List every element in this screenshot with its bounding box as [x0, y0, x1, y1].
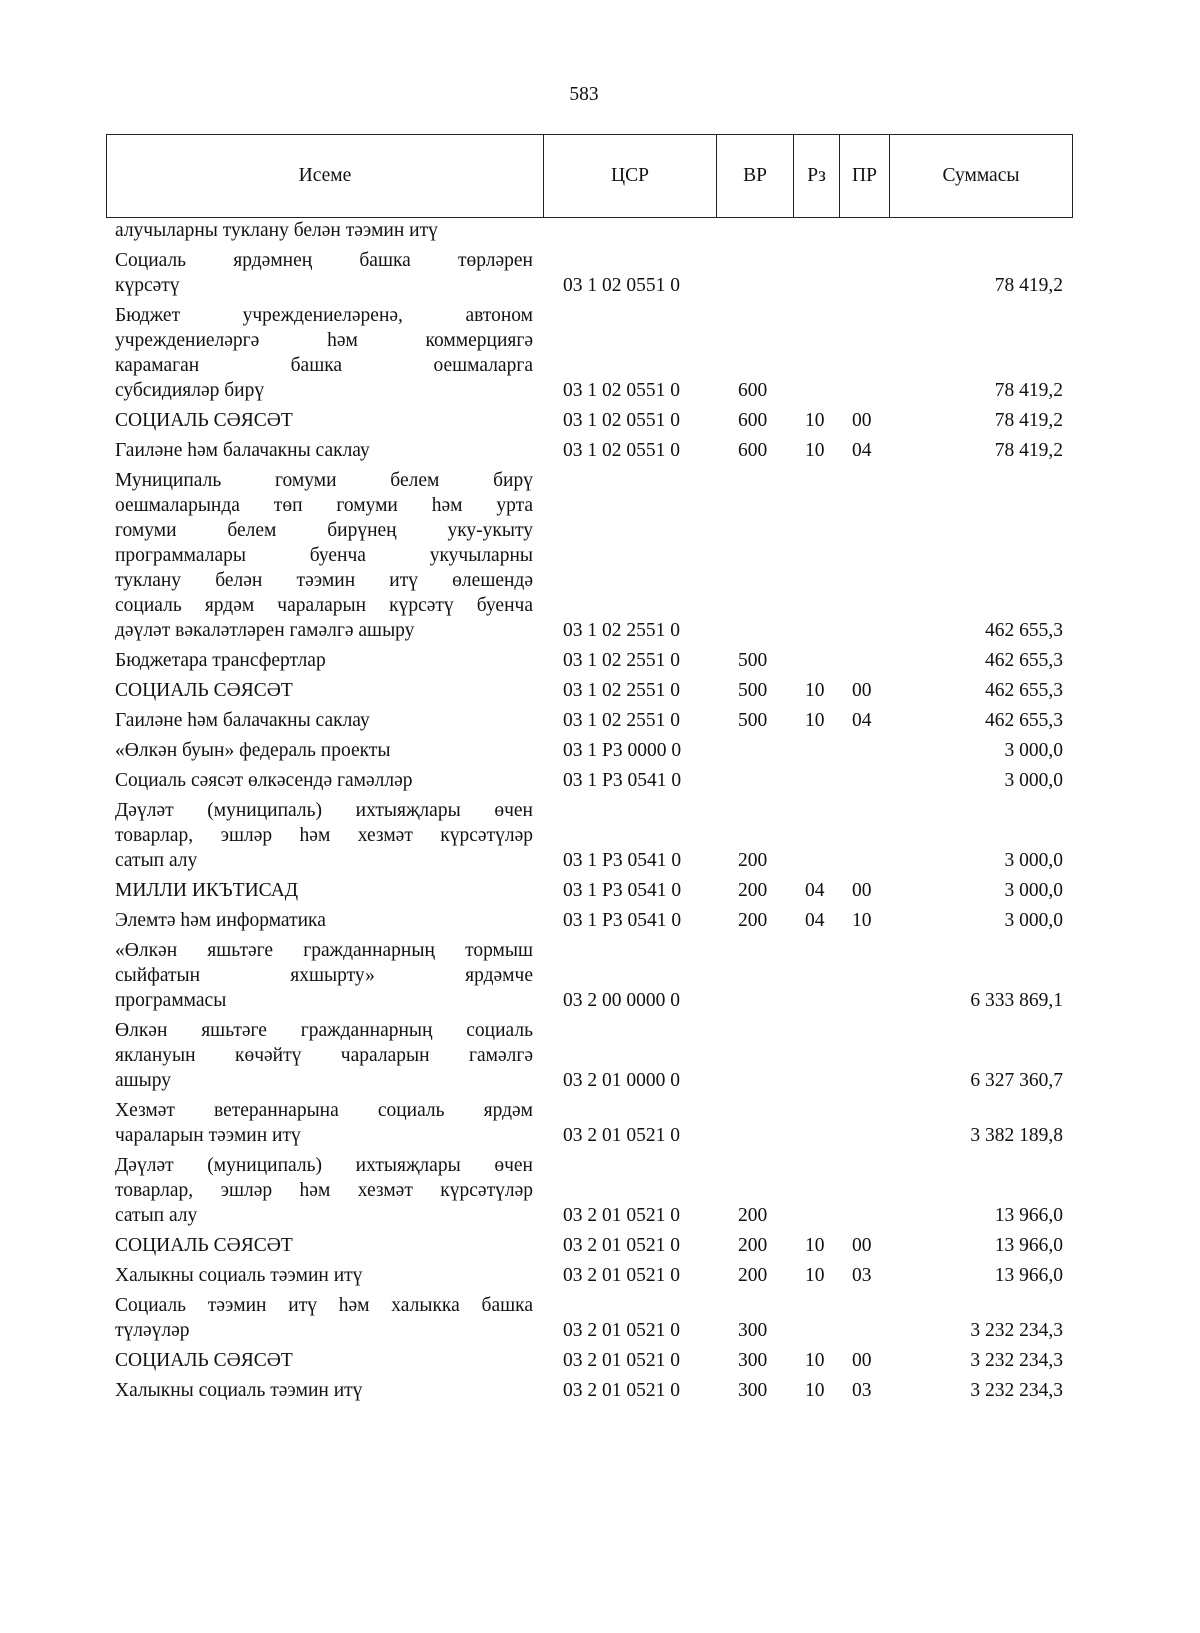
row-rz: 10 — [805, 1235, 825, 1256]
row-sum: 462 655,3 — [985, 650, 1063, 671]
row-vr: 200 — [738, 1265, 768, 1286]
row-name — [115, 738, 533, 763]
row-sum: 3 000,0 — [1004, 850, 1063, 871]
table-row — [115, 433, 1063, 463]
row-vr: 500 — [738, 680, 768, 701]
row-csr: 03 2 01 0521 0 — [563, 1125, 680, 1146]
row-sum: 13 966,0 — [994, 1205, 1063, 1226]
row-name-line: сыйфатын яхшырту» ярдәмче — [115, 965, 533, 986]
row-name-line: карамаган башка оешмаларга — [115, 355, 533, 376]
row-name-line: Муниципаль гомуми белем бирү — [115, 470, 533, 491]
table-row — [115, 1288, 1063, 1343]
row-sum: 13 966,0 — [994, 1235, 1063, 1256]
row-sum: 78 419,2 — [994, 275, 1063, 296]
row-name-line: учреждениеләргә һәм коммерциягә — [115, 330, 533, 351]
row-name-line: Социаль сәясәт өлкәсендә гамәлләр — [115, 770, 413, 791]
header-sum: Суммасы — [942, 165, 1020, 186]
row-pr: 00 — [852, 1235, 872, 1256]
row-csr: 03 1 02 2551 0 — [563, 620, 680, 641]
row-name — [115, 438, 533, 463]
header-rz: Рз — [794, 135, 840, 217]
row-name-line: чараларын тәэмин итү — [115, 1125, 301, 1146]
row-name-line: СОЦИАЛЬ СӘЯСӘТ — [115, 1235, 293, 1256]
row-name — [115, 1263, 533, 1288]
table-row — [115, 873, 1063, 903]
row-csr: 03 1 P3 0541 0 — [563, 910, 682, 931]
row-name-line: социаль ярдәм чараларын күрсәтү буенча — [115, 595, 533, 616]
row-csr: 03 1 02 0551 0 — [563, 440, 680, 461]
row-name-line: «Өлкән буын» федераль проекты — [115, 740, 391, 761]
row-rz: 04 — [805, 880, 825, 901]
table-header — [106, 134, 1073, 218]
header-csr: ЦСР — [544, 135, 717, 217]
row-name — [115, 938, 533, 1013]
row-name — [115, 248, 533, 298]
row-sum: 3 232 234,3 — [970, 1320, 1063, 1341]
row-sum: 78 419,2 — [994, 440, 1063, 461]
row-vr: 300 — [738, 1380, 768, 1401]
row-sum: 3 000,0 — [1004, 910, 1063, 931]
table-row — [115, 1013, 1063, 1093]
row-sum: 3 382 189,8 — [970, 1125, 1063, 1146]
table-row — [115, 1148, 1063, 1228]
row-name-line: Социаль тәэмин итү һәм халыкка башка — [115, 1295, 533, 1316]
row-name — [115, 648, 533, 673]
row-name-line: товарлар, эшләр һәм хезмәт күрсәтүләр — [115, 1180, 533, 1201]
row-name-line: туклану белән тәэмин итү өлешендә — [115, 570, 533, 591]
row-pr: 03 — [852, 1380, 872, 1401]
row-name — [115, 1348, 533, 1373]
row-pr: 00 — [852, 880, 872, 901]
row-name-line: Гаиләне һәм балачакны саклау — [115, 440, 370, 461]
row-name-line: Бюджетара трансфертлар — [115, 650, 326, 671]
table-row — [115, 1093, 1063, 1148]
header-name: Исеме — [107, 135, 544, 217]
row-name — [115, 798, 533, 873]
row-rz: 10 — [805, 1380, 825, 1401]
row-name-line: Дәүләт (муниципаль) ихтыяҗлары өчен — [115, 800, 533, 821]
row-name-line: оешмаларында төп гомуми һәм урта — [115, 495, 533, 516]
row-name-line: программасы — [115, 990, 227, 1011]
row-pr: 04 — [852, 710, 872, 731]
row-name-line: товарлар, эшләр һәм хезмәт күрсәтүләр — [115, 825, 533, 846]
table-row — [115, 1258, 1063, 1288]
row-name-line: алучыларны туклану белән тәэмин итү — [115, 220, 438, 241]
row-sum: 78 419,2 — [994, 380, 1063, 401]
row-csr: 03 1 02 2551 0 — [563, 650, 680, 671]
row-csr: 03 1 P3 0541 0 — [563, 770, 682, 791]
row-name-line: яклануын көчәйтү чараларын гамәлгә — [115, 1045, 533, 1066]
row-name — [115, 908, 533, 933]
row-csr: 03 1 P3 0000 0 — [563, 740, 682, 761]
header-vr: ВР — [717, 135, 794, 217]
row-sum: 3 232 234,3 — [970, 1350, 1063, 1371]
table-row — [115, 1343, 1063, 1373]
row-name — [115, 303, 533, 403]
row-csr: 03 2 01 0521 0 — [563, 1380, 680, 1401]
table-row — [115, 243, 1063, 298]
row-name-line: Дәүләт (муниципаль) ихтыяҗлары өчен — [115, 1155, 533, 1176]
table-row — [115, 1228, 1063, 1258]
row-csr: 03 1 02 0551 0 — [563, 410, 680, 431]
row-name — [115, 1233, 533, 1258]
row-sum: 462 655,3 — [985, 620, 1063, 641]
row-vr: 200 — [738, 880, 768, 901]
row-rz: 10 — [805, 680, 825, 701]
row-name-line: гомуми белем бирүнең уку-укыту — [115, 520, 533, 541]
table-row — [115, 703, 1063, 733]
row-sum: 13 966,0 — [994, 1265, 1063, 1286]
row-csr: 03 2 01 0521 0 — [563, 1235, 680, 1256]
row-name-line: түләүләр — [115, 1320, 190, 1341]
row-pr: 10 — [852, 910, 872, 931]
row-csr: 03 1 P3 0541 0 — [563, 850, 682, 871]
row-name-line: МИЛЛИ ИКЪТИСАД — [115, 880, 299, 901]
row-vr: 200 — [738, 1205, 768, 1226]
row-name-line: Өлкән яшьтәге гражданнарның социаль — [115, 1020, 533, 1041]
table-body — [115, 218, 1063, 1403]
table-row — [115, 463, 1063, 643]
row-name-line: ашыру — [115, 1070, 172, 1091]
row-sum: 78 419,2 — [994, 410, 1063, 431]
row-name-line: СОЦИАЛЬ СӘЯСӘТ — [115, 680, 293, 701]
row-vr: 600 — [738, 410, 768, 431]
row-csr: 03 1 02 2551 0 — [563, 710, 680, 731]
row-vr: 500 — [738, 650, 768, 671]
row-rz: 04 — [805, 910, 825, 931]
table-row — [115, 403, 1063, 433]
row-name — [115, 1378, 533, 1403]
row-name-line: программалары буенча укучыларны — [115, 545, 533, 566]
row-rz: 10 — [805, 440, 825, 461]
row-name-line: сатып алу — [115, 850, 198, 871]
row-pr: 00 — [852, 410, 872, 431]
row-sum: 3 000,0 — [1004, 880, 1063, 901]
row-name-line: күрсәтү — [115, 275, 180, 296]
row-rz: 10 — [805, 710, 825, 731]
row-csr: 03 1 02 0551 0 — [563, 275, 680, 296]
row-name-line: СОЦИАЛЬ СӘЯСӘТ — [115, 1350, 293, 1371]
table-row — [115, 218, 1063, 243]
table-row — [115, 673, 1063, 703]
row-sum: 3 232 234,3 — [970, 1380, 1063, 1401]
row-sum: 462 655,3 — [985, 680, 1063, 701]
row-name-line: Социаль ярдәмнең башка төрләрен — [115, 250, 533, 271]
row-csr: 03 1 02 0551 0 — [563, 380, 680, 401]
row-vr: 200 — [738, 1235, 768, 1256]
row-sum: 6 333 869,1 — [970, 990, 1063, 1011]
row-sum: 3 000,0 — [1004, 740, 1063, 761]
row-name-line: СОЦИАЛЬ СӘЯСӘТ — [115, 410, 293, 431]
row-name — [115, 218, 533, 243]
row-name-line: «Өлкән яшьтәге гражданнарның тормыш — [115, 940, 533, 961]
row-name-line: Гаиләне һәм балачакны саклау — [115, 710, 370, 731]
header-pr: ПР — [840, 135, 890, 217]
row-vr: 300 — [738, 1320, 768, 1341]
row-name — [115, 1018, 533, 1093]
row-vr: 300 — [738, 1350, 768, 1371]
row-vr: 200 — [738, 910, 768, 931]
table-row — [115, 763, 1063, 793]
row-pr: 00 — [852, 680, 872, 701]
table-row — [115, 933, 1063, 1013]
row-pr: 04 — [852, 440, 872, 461]
row-csr: 03 1 02 2551 0 — [563, 680, 680, 701]
row-vr: 200 — [738, 850, 768, 871]
row-csr: 03 2 01 0521 0 — [563, 1265, 680, 1286]
row-name-line: субсидияләр бирү — [115, 380, 265, 401]
row-name — [115, 878, 533, 903]
row-name — [115, 768, 533, 793]
row-csr: 03 2 00 0000 0 — [563, 990, 680, 1011]
table-row — [115, 903, 1063, 933]
row-name — [115, 1098, 533, 1148]
row-rz: 10 — [805, 1265, 825, 1286]
row-name — [115, 678, 533, 703]
table-row — [115, 1373, 1063, 1403]
table-row — [115, 298, 1063, 403]
row-rz: 10 — [805, 410, 825, 431]
row-name-line: Хезмәт ветераннарына социаль ярдәм — [115, 1100, 533, 1121]
row-csr: 03 1 P3 0541 0 — [563, 880, 682, 901]
row-csr: 03 2 01 0521 0 — [563, 1205, 680, 1226]
row-vr: 600 — [738, 380, 768, 401]
row-name — [115, 408, 533, 433]
row-name — [115, 468, 533, 643]
row-sum: 6 327 360,7 — [970, 1070, 1063, 1091]
row-name — [115, 708, 533, 733]
table-row — [115, 643, 1063, 673]
row-name-line: Халыкны социаль тәэмин итү — [115, 1265, 363, 1286]
row-name-line: Элемтә һәм информатика — [115, 910, 326, 931]
row-name-line: Халыкны социаль тәэмин итү — [115, 1380, 363, 1401]
table-row — [115, 733, 1063, 763]
row-sum: 462 655,3 — [985, 710, 1063, 731]
row-name — [115, 1293, 533, 1343]
row-csr: 03 2 01 0521 0 — [563, 1320, 680, 1341]
row-vr: 600 — [738, 440, 768, 461]
row-name-line: сатып алу — [115, 1205, 198, 1226]
row-csr: 03 2 01 0000 0 — [563, 1070, 680, 1091]
row-csr: 03 2 01 0521 0 — [563, 1350, 680, 1371]
row-name-line: Бюджет учреждениеләренә, автоном — [115, 305, 533, 326]
row-name-line: дәүләт вәкаләтләрен гамәлгә ашыру — [115, 620, 415, 641]
row-name — [115, 1153, 533, 1228]
row-pr: 00 — [852, 1350, 872, 1371]
row-sum: 3 000,0 — [1004, 770, 1063, 791]
row-vr: 500 — [738, 710, 768, 731]
table-row — [115, 793, 1063, 873]
row-rz: 10 — [805, 1350, 825, 1371]
row-pr: 03 — [852, 1265, 872, 1286]
page-number: 583 — [569, 84, 599, 105]
